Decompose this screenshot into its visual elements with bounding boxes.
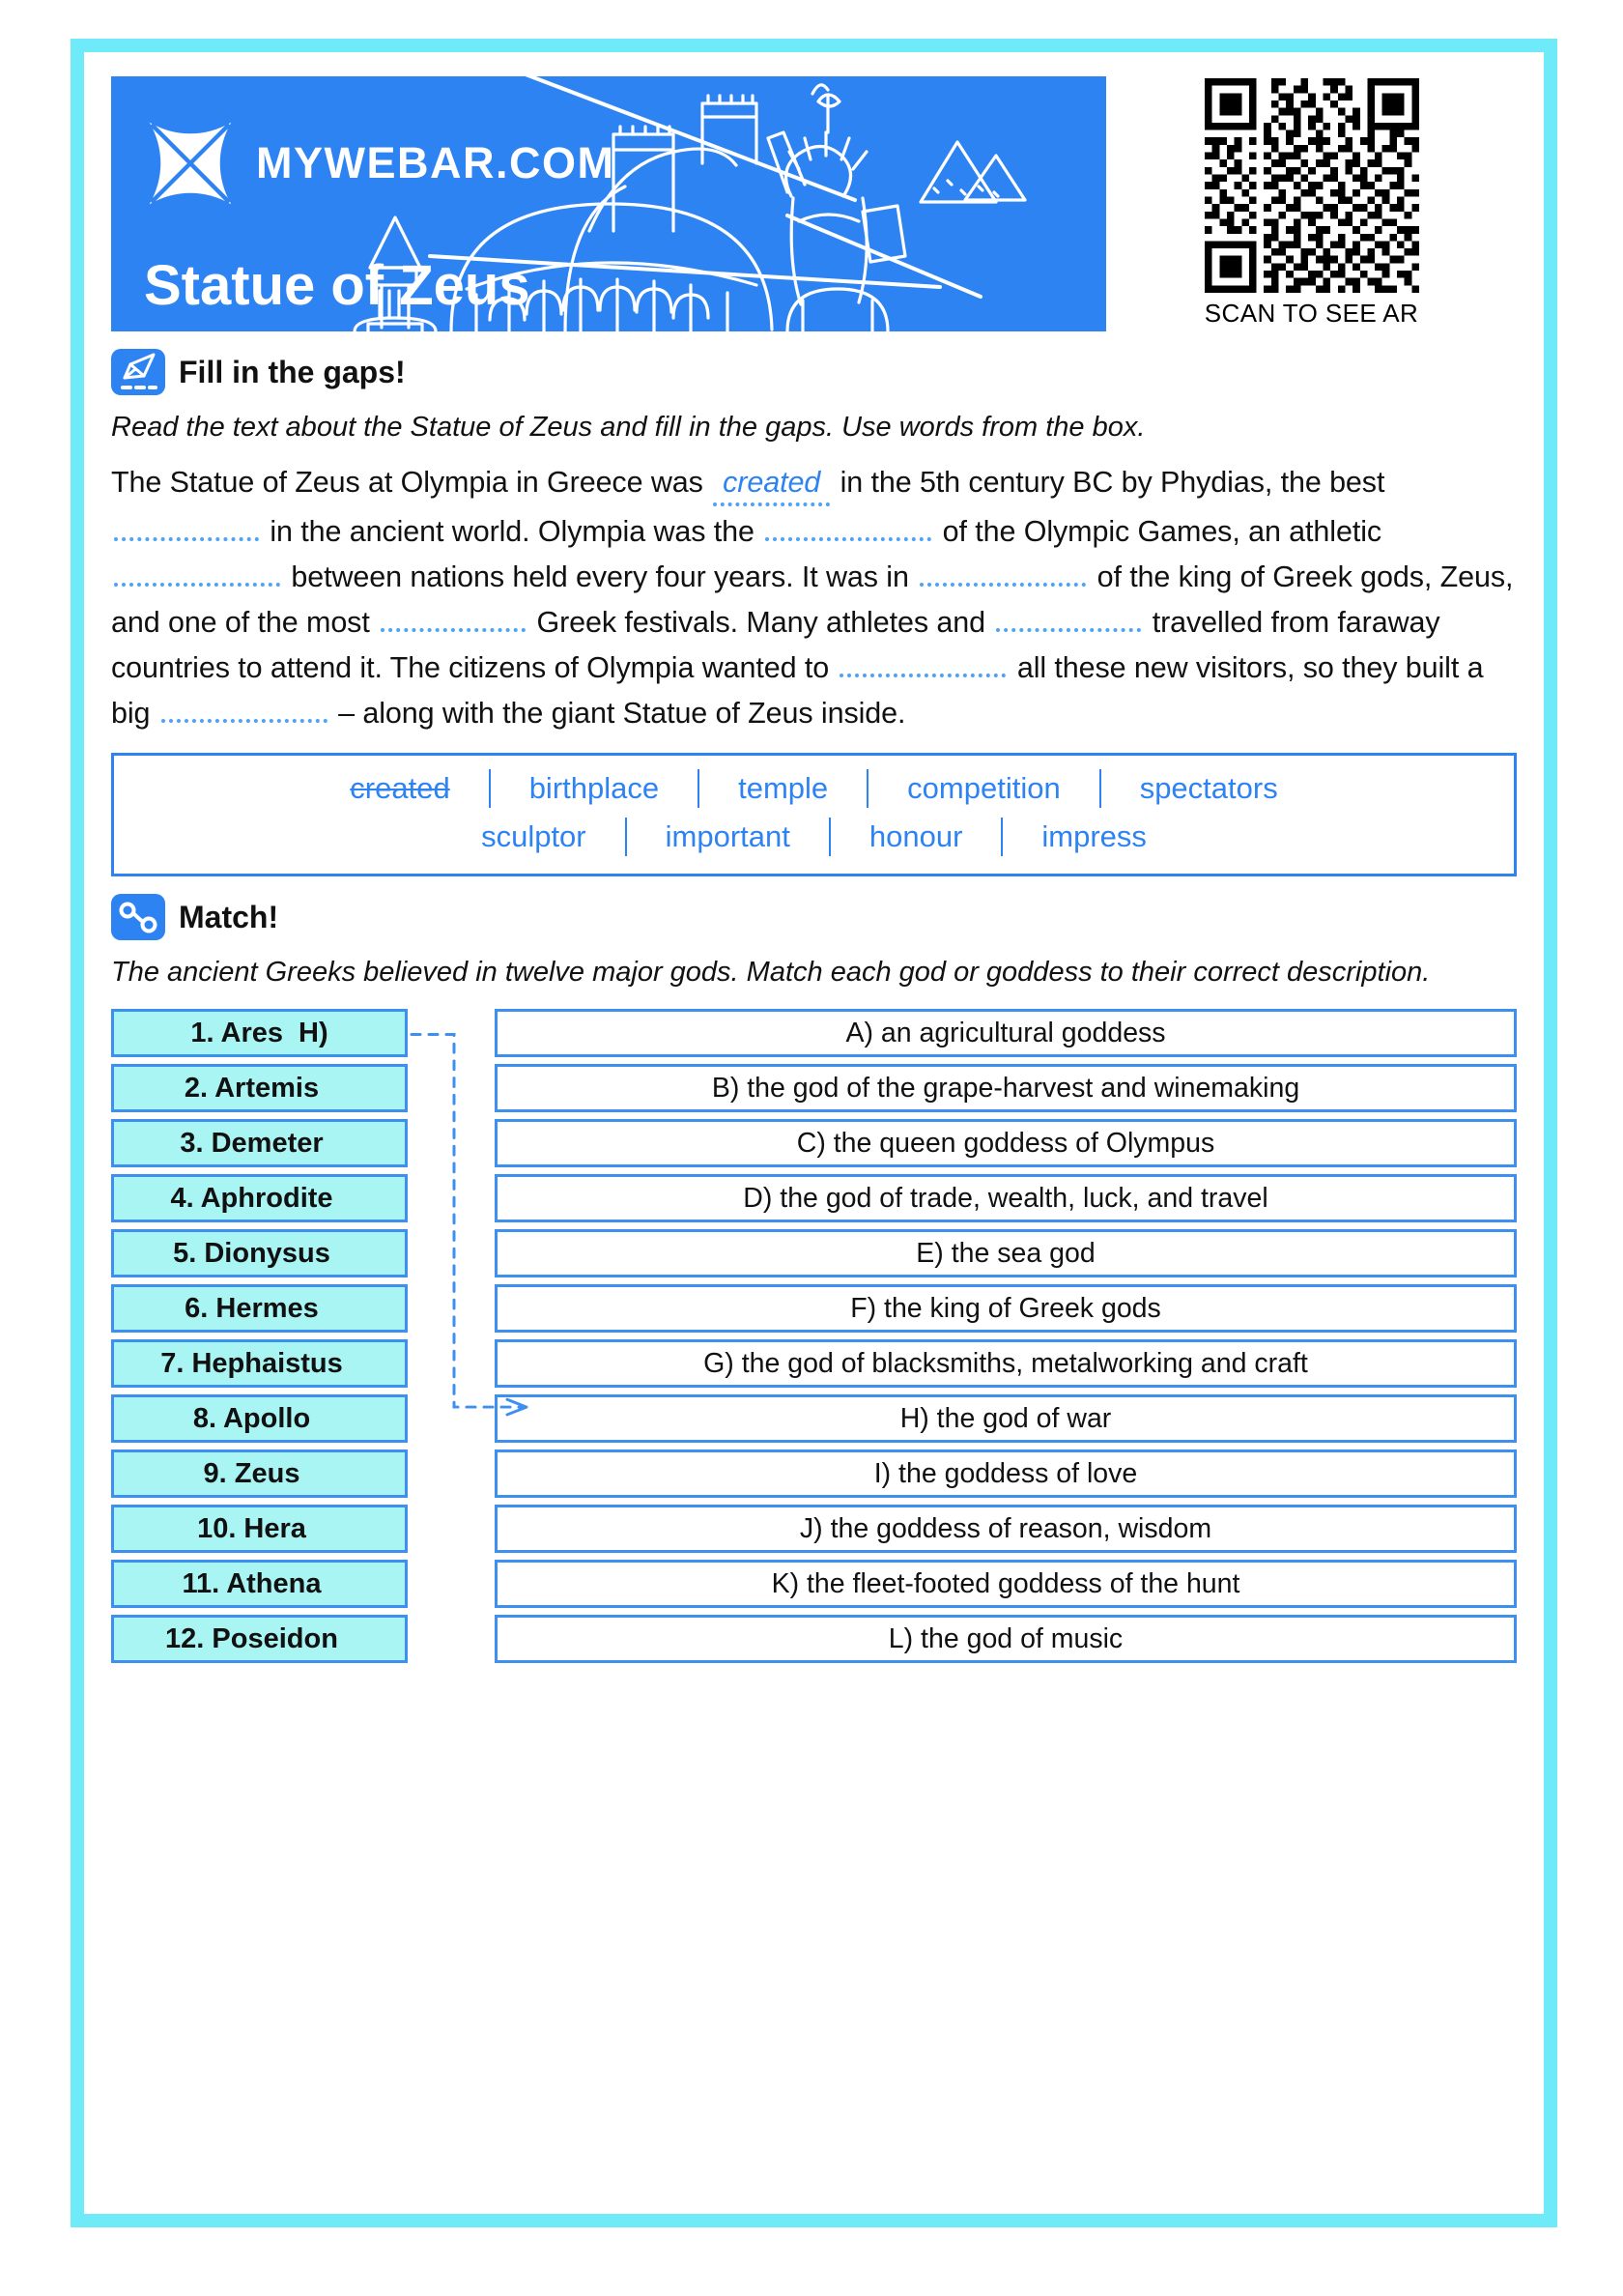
match-columns: [111, 1009, 1517, 1663]
gap-answer-created[interactable]: created: [713, 462, 830, 506]
gap-blank-6[interactable]: [996, 597, 1141, 632]
word-bank-item[interactable]: spectators: [1139, 771, 1278, 806]
match-description-row[interactable]: G) the god of blacksmiths, metalworking and craft: [495, 1339, 1517, 1388]
passage-part-4: of the Olympic Games, an athletic: [942, 514, 1382, 548]
passage-part-7: Greek festivals. Many athletes and: [536, 606, 985, 640]
passage-part-1: The Statue of Zeus at Olympia in Greece was: [111, 465, 703, 499]
word-bank-row-1: [131, 767, 1496, 810]
match-description-row[interactable]: E) the sea god: [495, 1229, 1517, 1277]
match-god-row[interactable]: [111, 1009, 408, 1057]
god-label: 7. Hephaistus: [160, 1347, 343, 1379]
word-bank-item[interactable]: created: [350, 771, 450, 806]
match-description-row[interactable]: A) an agricultural goddess: [495, 1009, 1517, 1057]
word-bank-item[interactable]: impress: [1041, 819, 1147, 854]
match-god-row[interactable]: [111, 1394, 408, 1443]
task-match-instruction: The ancient Greeks believed in twelve major gods. Match each god or goddess to their correct description.: [111, 957, 1431, 989]
word-bank-row-2: [131, 816, 1496, 858]
god-label: 10. Hera: [197, 1512, 306, 1544]
match-description-row[interactable]: C) the queen goddess of Olympus: [495, 1119, 1517, 1167]
word-bank-item[interactable]: competition: [907, 771, 1061, 806]
match-god-row[interactable]: [111, 1339, 408, 1388]
task-fill-gaps-instruction: Read the text about the Statue of Zeus and fill in the gaps. Use words from the box.: [111, 412, 1146, 443]
task-fill-gaps-title: Fill in the gaps!: [179, 354, 406, 389]
gods-column: [111, 1009, 408, 1663]
gap-blank-2[interactable]: [765, 506, 931, 541]
god-label: 8. Apollo: [192, 1402, 311, 1434]
passage-part-9: all these new visitors, so they built a big: [111, 651, 1484, 731]
match-god-row[interactable]: [111, 1229, 408, 1277]
passage-part-2: in the 5th century BC by Phydias, the best: [840, 465, 1385, 499]
descriptions-column: [495, 1009, 1517, 1663]
gap-blank-5[interactable]: [381, 597, 526, 632]
gap-blank-8[interactable]: [161, 688, 327, 723]
brand-lockup: [144, 117, 614, 210]
match-god-row[interactable]: [111, 1119, 408, 1167]
qr-block: [1106, 76, 1517, 331]
god-label: 9. Zeus: [203, 1457, 300, 1489]
passage-part-6: of the king of Greek gods, Zeus, and one of the most: [111, 560, 1514, 640]
header-banner-row: [111, 76, 1517, 331]
gap-blank-4[interactable]: [920, 552, 1086, 587]
god-label: 3. Demeter: [180, 1127, 324, 1159]
match-exercise: [111, 1009, 1517, 1663]
x-star-logo-icon: [144, 117, 237, 210]
passage-part-8: travelled from faraway countries to attend it. The citizens of Olympia wanted to: [111, 606, 1440, 685]
match-god-row[interactable]: [111, 1449, 408, 1498]
match-god-row[interactable]: [111, 1284, 408, 1333]
worksheet-content: [84, 52, 1544, 2214]
passage-part-3: in the ancient world. Olympia was the: [270, 514, 755, 548]
task-match-title: Match!: [179, 899, 279, 934]
task-match-header: [111, 894, 1517, 940]
god-label: 2. Artemis: [184, 1072, 320, 1104]
match-god-row[interactable]: [111, 1560, 408, 1608]
match-description-row[interactable]: F) the king of Greek gods: [495, 1284, 1517, 1333]
brand-banner: [111, 76, 1106, 331]
god-label: 6. Hermes: [185, 1292, 319, 1324]
match-description-row[interactable]: J) the goddess of reason, wisdom: [495, 1505, 1517, 1553]
match-description-row[interactable]: H) the god of war: [495, 1394, 1517, 1443]
gap-blank-1[interactable]: [114, 506, 259, 541]
word-bank-item[interactable]: temple: [738, 771, 829, 806]
qr-code-icon[interactable]: [1205, 78, 1419, 293]
god-label: 1. Ares: [190, 1017, 284, 1048]
god-label: 4. Aphrodite: [170, 1182, 333, 1214]
brand-name: MYWEBAR.COM: [256, 138, 615, 187]
gap-fill-passage: [111, 462, 1517, 734]
match-god-row[interactable]: [111, 1064, 408, 1112]
god-label: 5. Dionysus: [173, 1237, 330, 1269]
passage-part-5: between nations held every four years. It was in: [291, 560, 909, 594]
word-bank-item[interactable]: important: [665, 819, 790, 854]
match-description-row[interactable]: L) the god of music: [495, 1615, 1517, 1663]
gap-blank-7[interactable]: [840, 643, 1006, 677]
qr-caption: SCAN TO SEE AR: [1204, 299, 1419, 328]
word-bank-item[interactable]: honour: [868, 819, 963, 854]
match-god-row[interactable]: [111, 1505, 408, 1553]
god-answer[interactable]: H): [299, 1017, 328, 1048]
word-bank-item[interactable]: birthplace: [528, 771, 660, 806]
match-god-row[interactable]: [111, 1615, 408, 1663]
worksheet-page: [71, 39, 1557, 2227]
match-description-row[interactable]: K) the fleet-footed goddess of the hunt: [495, 1560, 1517, 1608]
match-description-row[interactable]: B) the god of the grape-harvest and winemaking: [495, 1064, 1517, 1112]
pencil-blanks-icon: [111, 349, 165, 395]
worksheet-title: Statue of Zeus: [144, 254, 530, 317]
passage-part-10: – along with the giant Statue of Zeus inside.: [338, 697, 906, 731]
match-description-row[interactable]: I) the goddess of love: [495, 1449, 1517, 1498]
match-description-row[interactable]: D) the god of trade, wealth, luck, and travel: [495, 1174, 1517, 1222]
god-label: 12. Poseidon: [165, 1622, 338, 1654]
task-fill-gaps-header: [111, 349, 1517, 395]
connect-dots-icon: [111, 894, 165, 940]
match-god-row[interactable]: [111, 1174, 408, 1222]
gap-blank-3[interactable]: [114, 552, 280, 587]
word-bank-item[interactable]: sculptor: [481, 819, 586, 854]
god-label: 11. Athena: [182, 1567, 322, 1599]
word-bank: [111, 753, 1517, 876]
